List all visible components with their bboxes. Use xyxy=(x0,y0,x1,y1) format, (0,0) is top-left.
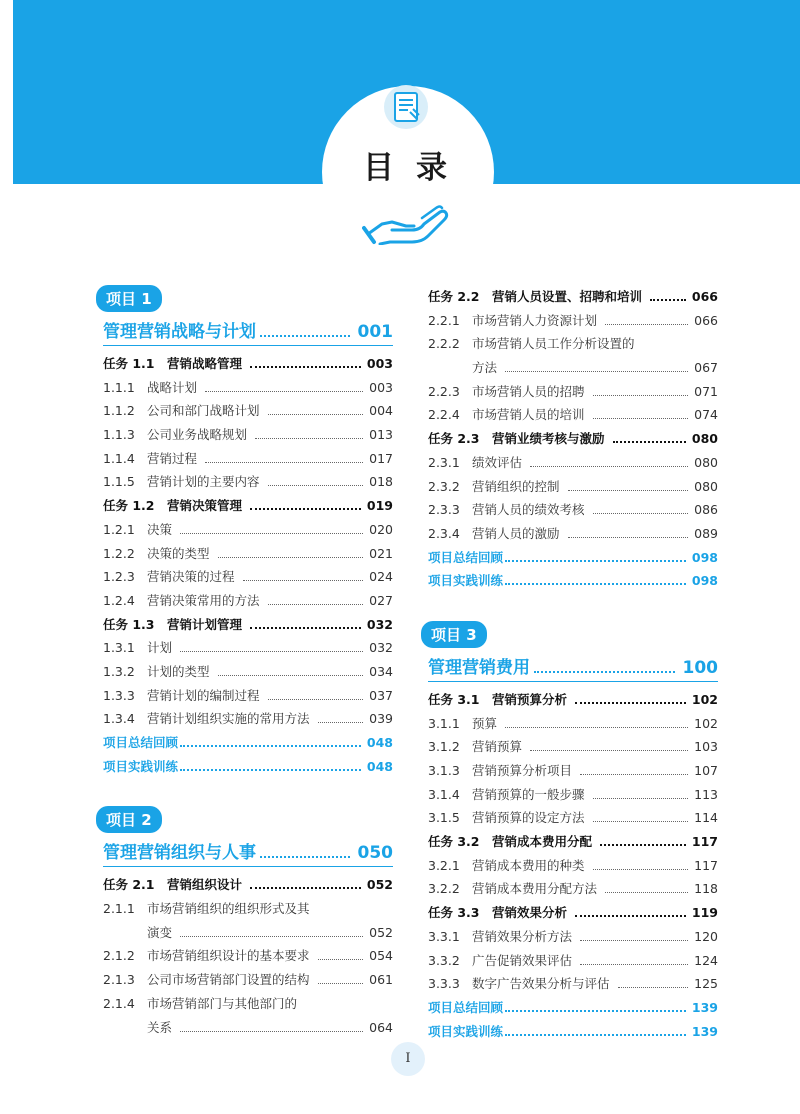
toc-entry xyxy=(103,897,393,921)
toc-entry[interactable] xyxy=(428,712,718,736)
task-entry[interactable] xyxy=(103,873,393,897)
entry-number: 1.3.2 xyxy=(103,663,135,679)
dot-leader xyxy=(250,366,361,368)
dot-leader xyxy=(593,395,689,396)
page-ref: 027 xyxy=(369,592,393,608)
entry-title: 营销战略管理 xyxy=(167,356,243,371)
dot-leader xyxy=(505,1034,686,1036)
toc-entry[interactable] xyxy=(428,925,718,949)
dot-leader xyxy=(530,466,688,467)
dot-leader xyxy=(180,533,363,534)
page-title: 目录 xyxy=(363,150,469,186)
project-title: 管理营销战略与计划 xyxy=(103,322,256,342)
toc-entry xyxy=(103,992,393,1016)
dot-leader xyxy=(568,490,689,491)
dot-leader xyxy=(505,371,688,372)
dot-leader xyxy=(580,774,688,775)
page-ref: 017 xyxy=(369,450,393,466)
toc-entry[interactable] xyxy=(103,968,393,992)
dot-leader xyxy=(180,1031,363,1032)
entry-title: 营销组织的控制 xyxy=(472,478,560,494)
toc-entry[interactable] xyxy=(103,447,393,471)
dot-leader xyxy=(505,1010,686,1012)
dot-leader xyxy=(534,671,675,673)
entry-title: 项目总结回顾 xyxy=(428,999,504,1015)
entry-title: 方法 xyxy=(472,360,498,376)
page-ref: 124 xyxy=(694,952,718,968)
page-ref: 001 xyxy=(357,322,393,342)
entry-number: 任务 1.3 xyxy=(103,616,155,632)
entry-number: 1.2.4 xyxy=(103,592,135,608)
page-ref: 003 xyxy=(366,356,393,371)
task-entry[interactable] xyxy=(428,688,718,712)
entry-title: 战略计划 xyxy=(147,379,198,395)
toc-entry[interactable] xyxy=(428,403,718,427)
toc-entry[interactable] xyxy=(103,636,393,660)
summary-entry[interactable] xyxy=(428,996,718,1020)
dot-leader xyxy=(268,414,364,415)
page-ref: 066 xyxy=(694,312,718,328)
summary-entry[interactable] xyxy=(103,731,393,755)
entry-number: 任务 3.3 xyxy=(428,905,480,921)
entry-title: 决策 xyxy=(147,521,173,537)
page-ref: 032 xyxy=(366,616,393,632)
dot-leader xyxy=(593,418,689,419)
dot-leader xyxy=(260,335,350,337)
page-ref: 013 xyxy=(369,427,393,443)
entry-number: 2.3.3 xyxy=(428,502,460,518)
entry-title: 营销效果分析 xyxy=(492,905,568,921)
toc-entry[interactable] xyxy=(103,944,393,968)
toc-entry[interactable] xyxy=(428,854,718,878)
entry-number: 3.3.2 xyxy=(428,952,460,968)
toc-entry[interactable] xyxy=(103,423,393,447)
dot-leader xyxy=(575,915,686,917)
entry-number: 2.1.3 xyxy=(103,972,135,988)
project-title-entry[interactable] xyxy=(103,833,393,867)
toc-entry[interactable] xyxy=(103,1016,393,1040)
entry-number: 任务 2.1 xyxy=(103,877,155,893)
page-ref: 114 xyxy=(694,810,718,826)
entry-title: 营销决策常用的方法 xyxy=(147,592,260,608)
project-title: 管理营销费用 xyxy=(428,657,530,678)
task-entry[interactable] xyxy=(428,901,718,925)
project-badge: 项目 3 xyxy=(421,621,487,648)
entry-number: 任务 1.1 xyxy=(103,356,155,371)
entry-number: 任务 2.3 xyxy=(428,431,480,447)
document-icon xyxy=(383,84,429,130)
entry-number: 3.1.1 xyxy=(428,715,460,731)
page-ref: 098 xyxy=(691,549,718,565)
entry-title: 营销预算 xyxy=(472,739,523,755)
dot-leader xyxy=(318,983,364,984)
entry-number: 3.1.5 xyxy=(428,810,460,826)
page-ref: 080 xyxy=(694,454,718,470)
project-header xyxy=(428,621,718,648)
toc-entry[interactable] xyxy=(103,399,393,423)
summary-entry[interactable] xyxy=(103,755,393,779)
entry-title: 市场营销组织设计的基本要求 xyxy=(147,948,310,964)
entry-number: 1.2.2 xyxy=(103,545,135,561)
page-ref: 119 xyxy=(691,905,718,921)
page-ref: 139 xyxy=(691,999,718,1015)
entry-title: 公司业务战略规划 xyxy=(147,427,248,443)
page-ref: 113 xyxy=(694,786,718,802)
page-ref: 066 xyxy=(691,289,718,304)
entry-title: 营销人员的绩效考核 xyxy=(472,502,585,518)
entry-number: 3.1.4 xyxy=(428,786,460,802)
summary-entry[interactable] xyxy=(428,546,718,570)
dot-leader xyxy=(593,869,689,870)
toc-entry[interactable] xyxy=(428,451,718,475)
entry-title: 市场营销人员的培训 xyxy=(472,407,585,423)
toc-entry xyxy=(428,332,718,356)
entry-title: 营销计划的编制过程 xyxy=(147,687,260,703)
dot-leader xyxy=(260,856,350,858)
task-entry[interactable] xyxy=(428,427,718,451)
toc-entry[interactable] xyxy=(103,542,393,566)
toc-entry[interactable] xyxy=(428,972,718,996)
toc-entry[interactable] xyxy=(428,356,718,380)
dot-leader xyxy=(255,438,363,439)
page-ref: 103 xyxy=(694,739,718,755)
entry-number: 2.3.2 xyxy=(428,478,460,494)
entry-number: 2.2.3 xyxy=(428,383,460,399)
page-ref: 034 xyxy=(369,663,393,679)
toc-right-column xyxy=(428,285,718,1043)
entry-number: 任务 2.2 xyxy=(428,289,480,304)
toc-entry[interactable] xyxy=(428,522,718,546)
entry-title: 绩效评估 xyxy=(472,454,523,470)
dot-leader xyxy=(250,887,361,889)
entry-number: 1.3.1 xyxy=(103,640,135,656)
page-ref: 089 xyxy=(694,525,718,541)
entry-title: 计划 xyxy=(147,640,173,656)
entry-title: 营销人员的激励 xyxy=(472,525,560,541)
entry-title: 营销预算的一般步骤 xyxy=(472,786,585,802)
dot-leader xyxy=(205,391,363,392)
dot-leader xyxy=(180,769,361,771)
dot-leader xyxy=(575,702,686,704)
dot-leader xyxy=(318,959,364,960)
dot-leader xyxy=(205,462,363,463)
dot-leader xyxy=(318,722,364,723)
entry-number: 1.3.4 xyxy=(103,711,135,727)
section-gap xyxy=(428,593,718,621)
page-ref: 061 xyxy=(369,972,393,988)
toc-entry[interactable] xyxy=(103,684,393,708)
toc-entry[interactable] xyxy=(103,589,393,613)
section-gap xyxy=(103,778,393,806)
toc-left-column xyxy=(103,285,393,1039)
task-entry[interactable] xyxy=(428,285,718,309)
open-hand-icon xyxy=(362,200,456,245)
page-ref: 098 xyxy=(691,573,718,589)
entry-number: 1.1.5 xyxy=(103,474,135,490)
toc-entry[interactable] xyxy=(428,877,718,901)
page-ref: 004 xyxy=(369,403,393,419)
task-entry[interactable] xyxy=(103,613,393,637)
entry-number: 3.1.2 xyxy=(428,739,460,755)
dot-leader xyxy=(218,675,364,676)
page-ref: 039 xyxy=(369,711,393,727)
page-ref: 080 xyxy=(691,431,718,447)
entry-number: 1.2.3 xyxy=(103,569,135,585)
task-entry[interactable] xyxy=(428,830,718,854)
dot-leader xyxy=(268,699,364,700)
dot-leader xyxy=(268,604,364,605)
dot-leader xyxy=(218,557,364,558)
page-ref: 020 xyxy=(369,521,393,537)
entry-title: 营销预算分析项目 xyxy=(472,763,573,778)
dot-leader xyxy=(505,727,688,728)
entry-number: 2.1.1 xyxy=(103,901,135,917)
summary-entry[interactable] xyxy=(428,569,718,593)
page-ref: 086 xyxy=(694,502,718,518)
project-header xyxy=(103,285,393,312)
entry-number: 2.1.2 xyxy=(103,948,135,964)
entry-title: 营销决策管理 xyxy=(167,498,243,514)
dot-leader xyxy=(505,583,686,585)
dot-leader xyxy=(613,441,686,443)
project-header xyxy=(103,806,393,833)
page-ref: 054 xyxy=(369,948,393,964)
page-ref: 117 xyxy=(691,834,718,850)
dot-leader xyxy=(580,964,688,965)
dot-leader xyxy=(605,324,688,325)
entry-title: 营销决策的过程 xyxy=(147,569,235,585)
entry-title: 营销成本费用分配 xyxy=(492,834,593,850)
page-ref: 080 xyxy=(694,478,718,494)
toc-entry[interactable] xyxy=(103,470,393,494)
page-ref: 003 xyxy=(369,379,393,395)
page-ref: 100 xyxy=(682,657,718,678)
entry-title: 项目实践训练 xyxy=(428,573,504,589)
entry-title: 营销计划组织实施的常用方法 xyxy=(147,711,310,727)
entry-title: 营销过程 xyxy=(147,450,198,466)
toc-entry[interactable] xyxy=(428,806,718,830)
page-ref: 024 xyxy=(369,569,393,585)
toc-entry[interactable] xyxy=(428,380,718,404)
page-ref: 048 xyxy=(366,758,393,774)
toc-entry[interactable] xyxy=(428,735,718,759)
toc-entry[interactable] xyxy=(428,475,718,499)
dot-leader xyxy=(593,513,689,514)
page-ref: 139 xyxy=(691,1023,718,1039)
entry-title: 广告促销效果评估 xyxy=(472,952,573,968)
dot-leader xyxy=(180,936,363,937)
entry-number: 2.2.1 xyxy=(428,312,460,328)
entry-title: 市场营销人员工作分析设置的 xyxy=(472,336,635,352)
entry-title: 项目总结回顾 xyxy=(103,735,179,750)
dot-leader xyxy=(505,560,686,562)
toc-entry[interactable] xyxy=(103,565,393,589)
entry-title: 数字广告效果分析与评估 xyxy=(472,976,610,992)
dot-leader xyxy=(250,508,361,510)
project-title-entry[interactable] xyxy=(103,312,393,346)
entry-title: 市场营销人员的招聘 xyxy=(472,383,585,399)
dot-leader xyxy=(243,580,364,581)
page-ref: 048 xyxy=(366,735,393,750)
dot-leader xyxy=(605,892,688,893)
entry-title: 项目总结回顾 xyxy=(428,549,504,565)
page-ref: 125 xyxy=(694,976,718,992)
entry-number: 任务 3.1 xyxy=(428,691,480,707)
entry-title: 演变 xyxy=(147,924,173,940)
entry-number: 任务 1.2 xyxy=(103,498,155,514)
entry-number: 2.2.2 xyxy=(428,336,460,352)
entry-number: 1.2.1 xyxy=(103,521,135,537)
task-entry[interactable] xyxy=(103,494,393,518)
page-ref: 118 xyxy=(694,881,718,897)
entry-number: 1.1.4 xyxy=(103,450,135,466)
entry-number: 3.3.1 xyxy=(428,928,460,944)
entry-title: 决策的类型 xyxy=(147,545,210,561)
page-ref: 018 xyxy=(369,474,393,490)
toc-entry[interactable] xyxy=(103,921,393,945)
entry-number: 任务 3.2 xyxy=(428,834,480,850)
toc-entry[interactable] xyxy=(103,518,393,542)
toc-entry[interactable] xyxy=(428,498,718,522)
entry-title: 营销成本费用的种类 xyxy=(472,857,585,873)
entry-title: 营销预算的设定方法 xyxy=(472,810,585,826)
dot-leader xyxy=(250,627,361,629)
entry-title: 预算 xyxy=(472,715,498,731)
project-badge: 项目 2 xyxy=(96,806,162,833)
toc-entry[interactable] xyxy=(428,309,718,333)
dot-leader xyxy=(580,940,688,941)
entry-title: 计划的类型 xyxy=(147,663,210,679)
entry-title: 营销人员设置、招聘和培训 xyxy=(492,289,643,304)
entry-title: 市场营销人力资源计划 xyxy=(472,312,598,328)
dot-leader xyxy=(650,299,686,301)
page-ref: 117 xyxy=(694,857,718,873)
page-number: I xyxy=(391,1042,425,1076)
entry-title: 公司市场营销部门设置的结构 xyxy=(147,972,310,988)
entry-title: 市场营销组织的组织形式及其 xyxy=(147,901,310,917)
entry-number: 1.1.3 xyxy=(103,427,135,443)
toc-entry[interactable] xyxy=(428,949,718,973)
entry-title: 项目实践训练 xyxy=(103,758,179,774)
page-ref: 052 xyxy=(369,924,393,940)
entry-number: 2.3.4 xyxy=(428,525,460,541)
entry-title: 公司和部门战略计划 xyxy=(147,403,260,419)
page-ref: 052 xyxy=(366,877,393,893)
dot-leader xyxy=(593,798,689,799)
dot-leader xyxy=(180,745,361,747)
entry-number: 3.2.1 xyxy=(428,857,460,873)
dot-leader xyxy=(530,750,688,751)
entry-title: 营销计划管理 xyxy=(167,616,243,632)
toc-entry[interactable] xyxy=(428,783,718,807)
entry-title: 项目实践训练 xyxy=(428,1023,504,1039)
page-ref: 037 xyxy=(369,687,393,703)
entry-title: 营销计划的主要内容 xyxy=(147,474,260,490)
entry-number: 1.1.1 xyxy=(103,379,135,395)
page-ref: 102 xyxy=(691,691,718,707)
page-ref: 021 xyxy=(369,545,393,561)
dot-leader xyxy=(568,537,689,538)
entry-title: 营销成本费用分配方法 xyxy=(472,881,598,897)
page-ref: 102 xyxy=(694,715,718,731)
page-ref: 019 xyxy=(366,498,393,514)
entry-number: 3.1.3 xyxy=(428,763,460,778)
page-ref: 064 xyxy=(369,1019,393,1035)
entry-title: 市场营销部门与其他部门的 xyxy=(147,995,298,1011)
project-title-entry[interactable] xyxy=(428,648,718,682)
entry-number: 2.3.1 xyxy=(428,454,460,470)
toc-entry[interactable] xyxy=(103,660,393,684)
dot-leader xyxy=(268,485,364,486)
page-ref: 071 xyxy=(694,383,718,399)
entry-number: 3.3.3 xyxy=(428,976,460,992)
page-ref: 050 xyxy=(357,843,393,864)
entry-number: 2.1.4 xyxy=(103,995,135,1011)
page-ref: 032 xyxy=(369,640,393,656)
entry-number: 1.1.2 xyxy=(103,403,135,419)
dot-leader xyxy=(593,821,689,822)
entry-number: 2.2.4 xyxy=(428,407,460,423)
entry-title: 营销预算分析 xyxy=(492,691,568,707)
entry-title: 营销效果分析方法 xyxy=(472,928,573,944)
summary-entry[interactable] xyxy=(428,1020,718,1044)
toc-entry[interactable] xyxy=(103,707,393,731)
project-badge: 项目 1 xyxy=(96,285,162,312)
page-ref: 074 xyxy=(694,407,718,423)
dot-leader xyxy=(600,844,686,846)
entry-number: 3.2.2 xyxy=(428,881,460,897)
toc-entry[interactable] xyxy=(428,759,718,783)
page-ref: 120 xyxy=(694,928,718,944)
entry-number: 1.3.3 xyxy=(103,687,135,703)
toc-entry[interactable] xyxy=(103,376,393,400)
entry-title: 关系 xyxy=(147,1019,173,1035)
task-entry[interactable] xyxy=(103,352,393,376)
entry-title: 营销业绩考核与激励 xyxy=(492,431,605,447)
page-ref: 067 xyxy=(694,360,718,376)
page-ref: 107 xyxy=(694,763,718,778)
entry-title: 营销组织设计 xyxy=(167,877,243,893)
project-title: 管理营销组织与人事 xyxy=(103,843,256,864)
dot-leader xyxy=(618,987,689,988)
dot-leader xyxy=(180,651,363,652)
